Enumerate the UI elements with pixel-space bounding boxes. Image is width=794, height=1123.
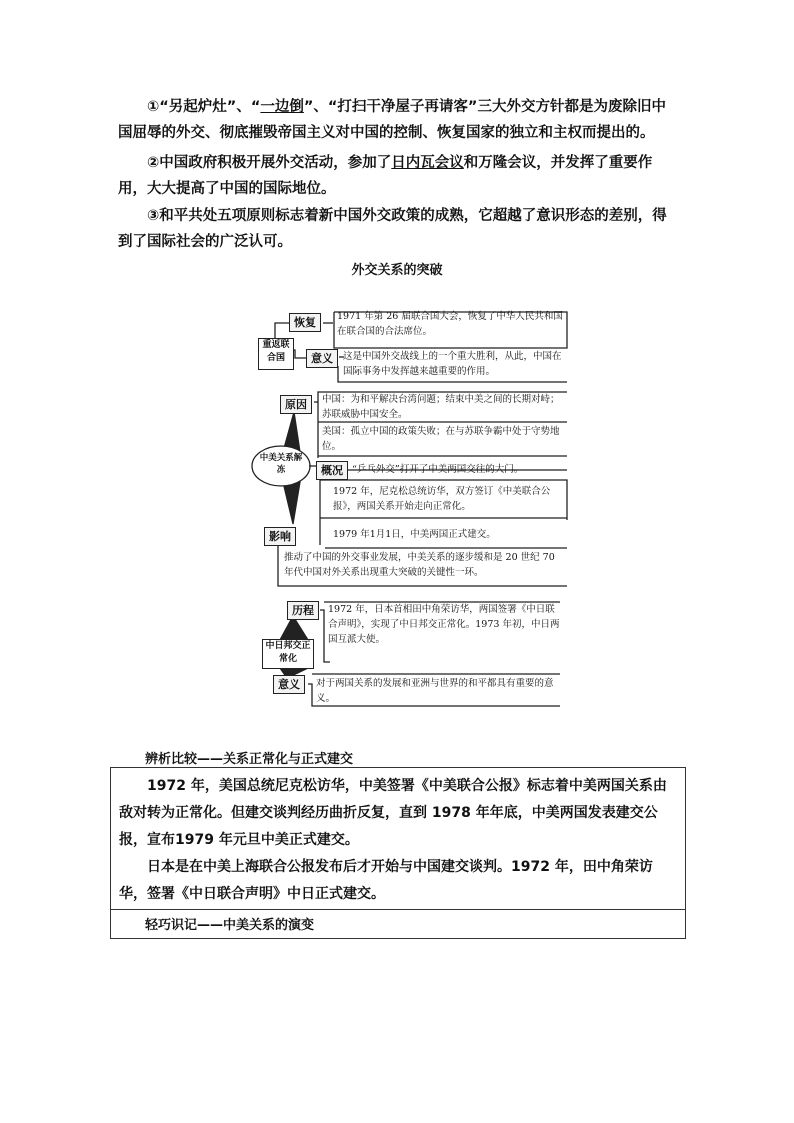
sino-us-impact-label: 影响 (264, 527, 296, 546)
sino-jp-meaning-text: 对于两国关系的发展和亚洲与世界的和平都具有重要的意义。 (316, 678, 554, 704)
sino-jp-root-box: 中日邦交正常化 (262, 639, 314, 669)
intro-paragraph-1: ①“另起炉灶”、“一边倒”、“打扫干净屋子再请客”三大外交方针都是为废除旧中国屈辱的外交、彻底摧毁帝国主义对中国的控制、恢复国家的独立和主权而提出的。 (118, 99, 666, 141)
sino-us-impact-text: 推动了中国的外交事业发展，中美关系的逐步缓和是 20 世纪 70 年代中国对外关系出现重大突破的关键性一环。 (284, 552, 555, 578)
intro-paragraph-2: ②中国政府积极开展外交活动，参加了日内瓦会议和万隆会议，并发挥了重要作用，大大提高了中国的国际地位。 (118, 155, 653, 197)
un-root-box: 重返联合国 (258, 338, 294, 370)
un-meaning-text: 这是中国外交战线上的一个重大胜利，从此，中国在国际事务中发挥越来越重要的作用。 (343, 351, 562, 377)
compare-heading: 辨析比较——关系正常化与正式建交 (145, 752, 354, 767)
un-meaning-label: 意义 (306, 349, 338, 368)
sino-jp-history-text: 1972 年，日本首相田中角荣访华，两国签署《中日联合声明》，实现了中日邦交正常化。1973 年初，中日两国互派大使。 (328, 604, 560, 645)
sino-us-cause-china: 中国：为和平解决台湾问题；结束中美之间的长期对峙；苏联威胁中国安全。 (322, 394, 560, 420)
sino-us-cause-us: 美国：孤立中国的政策失败；在与苏联争霸中处于守势地位。 (322, 426, 560, 452)
sino-us-cause-label: 原因 (280, 395, 312, 414)
compare-footer (111, 909, 685, 933)
sino-jp-history-label: 历程 (287, 601, 319, 620)
intro-paragraph-3: ③和平共处五项原则标志着新中国外交政策的成熟，它超越了意识形态的差别，得到了国际社会的广泛认可。 (118, 208, 667, 250)
compare-paragraph-2: 日本是在中美上海联合公报发布后才开始与中国建交谈判。1972 年，田中角荣访华，签署《中日联合声明》中日正式建交。 (119, 859, 653, 902)
sino-us-root-label: 中美关系解冻 (259, 453, 303, 475)
sino-jp-meaning-label: 意义 (273, 675, 305, 694)
sino-us-overview-1: “乒乓外交”打开了中美两国交往的大门。 (352, 464, 524, 475)
compare-footer-text: 轻巧识记——中美关系的演变 (145, 918, 315, 933)
compare-paragraph-1: 1972 年，美国总统尼克松访华，中美签署《中美联合公报》标志着中美两国关系由敌对转为正常化。但建交谈判经历曲折反复，直到 1978 年年底，中美两国发表建交公报，宣布1979 年元旦中美正式建交。 (119, 778, 667, 848)
diagram-title: 外交关系的突破 (351, 263, 443, 278)
sino-us-overview-3: 1979 年1月1日，中美两国正式建交。 (333, 529, 496, 540)
sino-us-overview-2: 1972 年，尼克松总统访华，双方签订《中美联合公报》，两国关系开始走向正常化。 (333, 486, 551, 512)
un-restore-label: 恢复 (289, 313, 321, 332)
compare-frame (110, 767, 686, 939)
sino-us-overview-label: 概况 (316, 461, 348, 480)
un-restore-text: 1971 年第 26 届联合国大会，恢复了中华人民共和国在联合国的合法席位。 (337, 311, 563, 337)
